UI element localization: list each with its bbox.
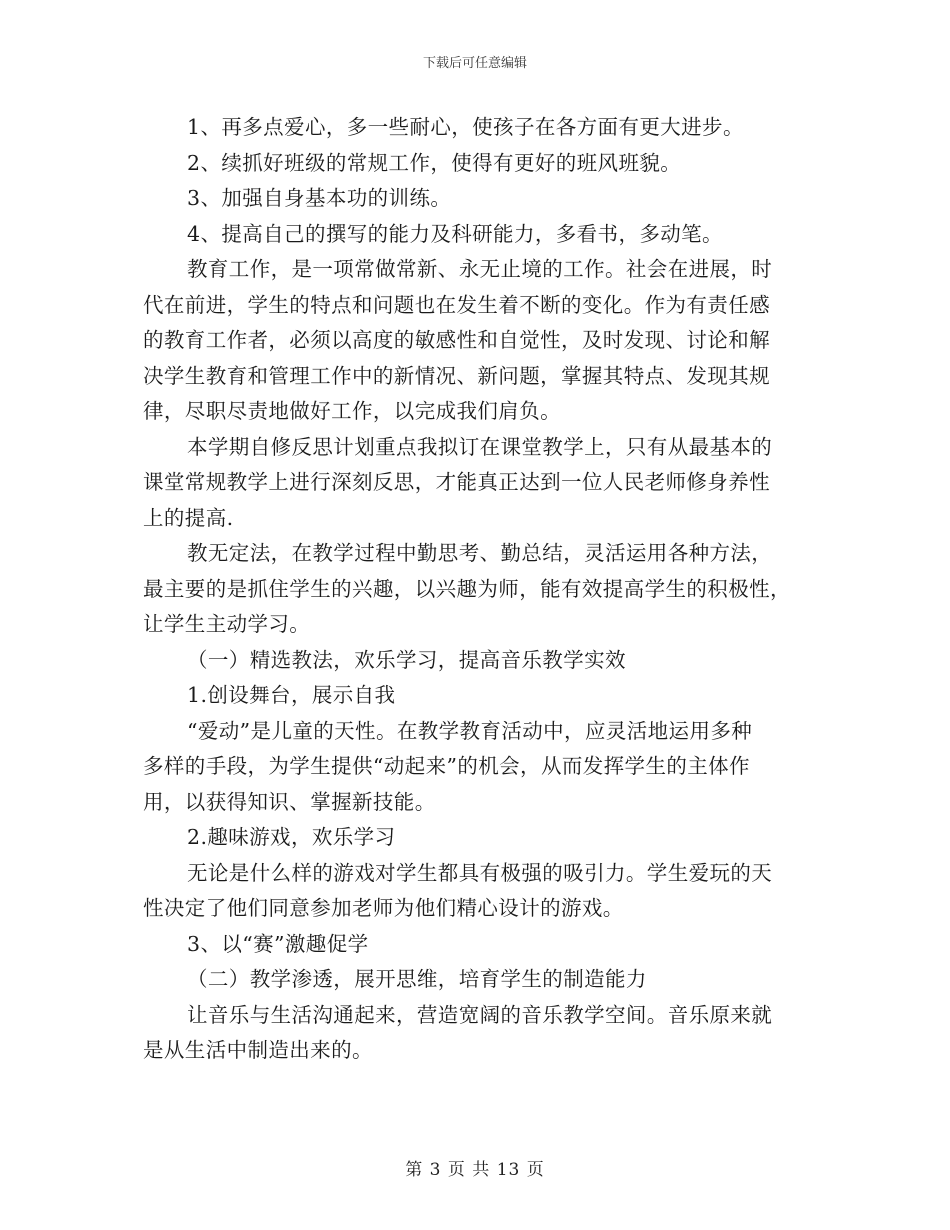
document-body xyxy=(143,110,807,1069)
text-line: 是从生活中制造出来的。 xyxy=(143,1038,373,1062)
text-line: （一）精选教法，欢乐学习，提高音乐教学实效 xyxy=(187,647,626,672)
text-line: 1.创设舞台，展示自我 xyxy=(187,683,396,707)
text-line: 2、续抓好班级的常规工作，使得有更好的班风班貌。 xyxy=(187,150,682,175)
text-line: 2.趣味游戏，欢乐学习 xyxy=(187,825,396,849)
text-line: 多样的手段，为学生提供“动起来”的机会，从而发挥学生的主体作 xyxy=(143,754,750,778)
text-line: 3、以“赛”激趣促学 xyxy=(187,931,369,956)
text-line: 1、再多点爱心，多一些耐心，使孩子在各方面有更大进步。 xyxy=(187,115,744,139)
text-line: 的教育工作者，必须以高度的敏感性和自觉性，及时发现、讨论和解 xyxy=(143,328,770,352)
text-line: “爱动”是儿童的天性。在教学教育活动中，应灵活地运用多种 xyxy=(187,718,753,743)
text-line: 课堂常规教学上进行深刻反思，才能真正达到一位人民老师修身养性 xyxy=(143,470,770,494)
text-line: 3、加强自身基本功的训练。 xyxy=(187,186,452,210)
page-footer: 第 3 页 共 13 页 xyxy=(405,1160,545,1180)
text-line: 本学期自修反思计划重点我拟订在课堂教学上，只有从最基本的 xyxy=(187,434,773,459)
text-line: 律，尽职尽责地做好工作，以完成我们肩负。 xyxy=(143,399,561,423)
text-line: 让学生主动学习。 xyxy=(143,612,311,636)
page-header: 下载后可任意编辑 xyxy=(422,56,527,71)
text-line: 性决定了他们同意参加老师为他们精心设计的游戏。 xyxy=(143,896,624,920)
text-line: 决学生教育和管理工作中的新情况、新问题，掌握其特点、发现其规 xyxy=(143,363,770,388)
text-line: 让音乐与生活沟通起来，营造宽阔的音乐教学空间。音乐原来就 xyxy=(187,1002,773,1027)
text-line: 上的提高. xyxy=(143,505,234,530)
text-line: 代在前进，学生的特点和问题也在发生着不断的变化。作为有责任感 xyxy=(143,292,770,317)
text-line: 4、提高自己的撰写的能力及科研能力，多看书，多动笔。 xyxy=(187,221,723,246)
text-line: 用，以获得知识、掌握新技能。 xyxy=(143,789,436,814)
text-line: 无论是什么样的游戏对学生都具有极强的吸引力。学生爱玩的天 xyxy=(187,860,773,885)
text-line: （二）教学渗透，展开思维，培育学生的制造能力 xyxy=(187,967,647,991)
text-line: 最主要的是抓住学生的兴趣，以兴趣为师，能有效提高学生的积极性， xyxy=(143,576,791,601)
text-line: 教无定法，在教学过程中勤思考、勤总结，灵活运用各种方法， xyxy=(187,541,773,565)
text-line: 教育工作，是一项常做常新、永无止境的工作。社会在进展，时 xyxy=(187,257,773,281)
